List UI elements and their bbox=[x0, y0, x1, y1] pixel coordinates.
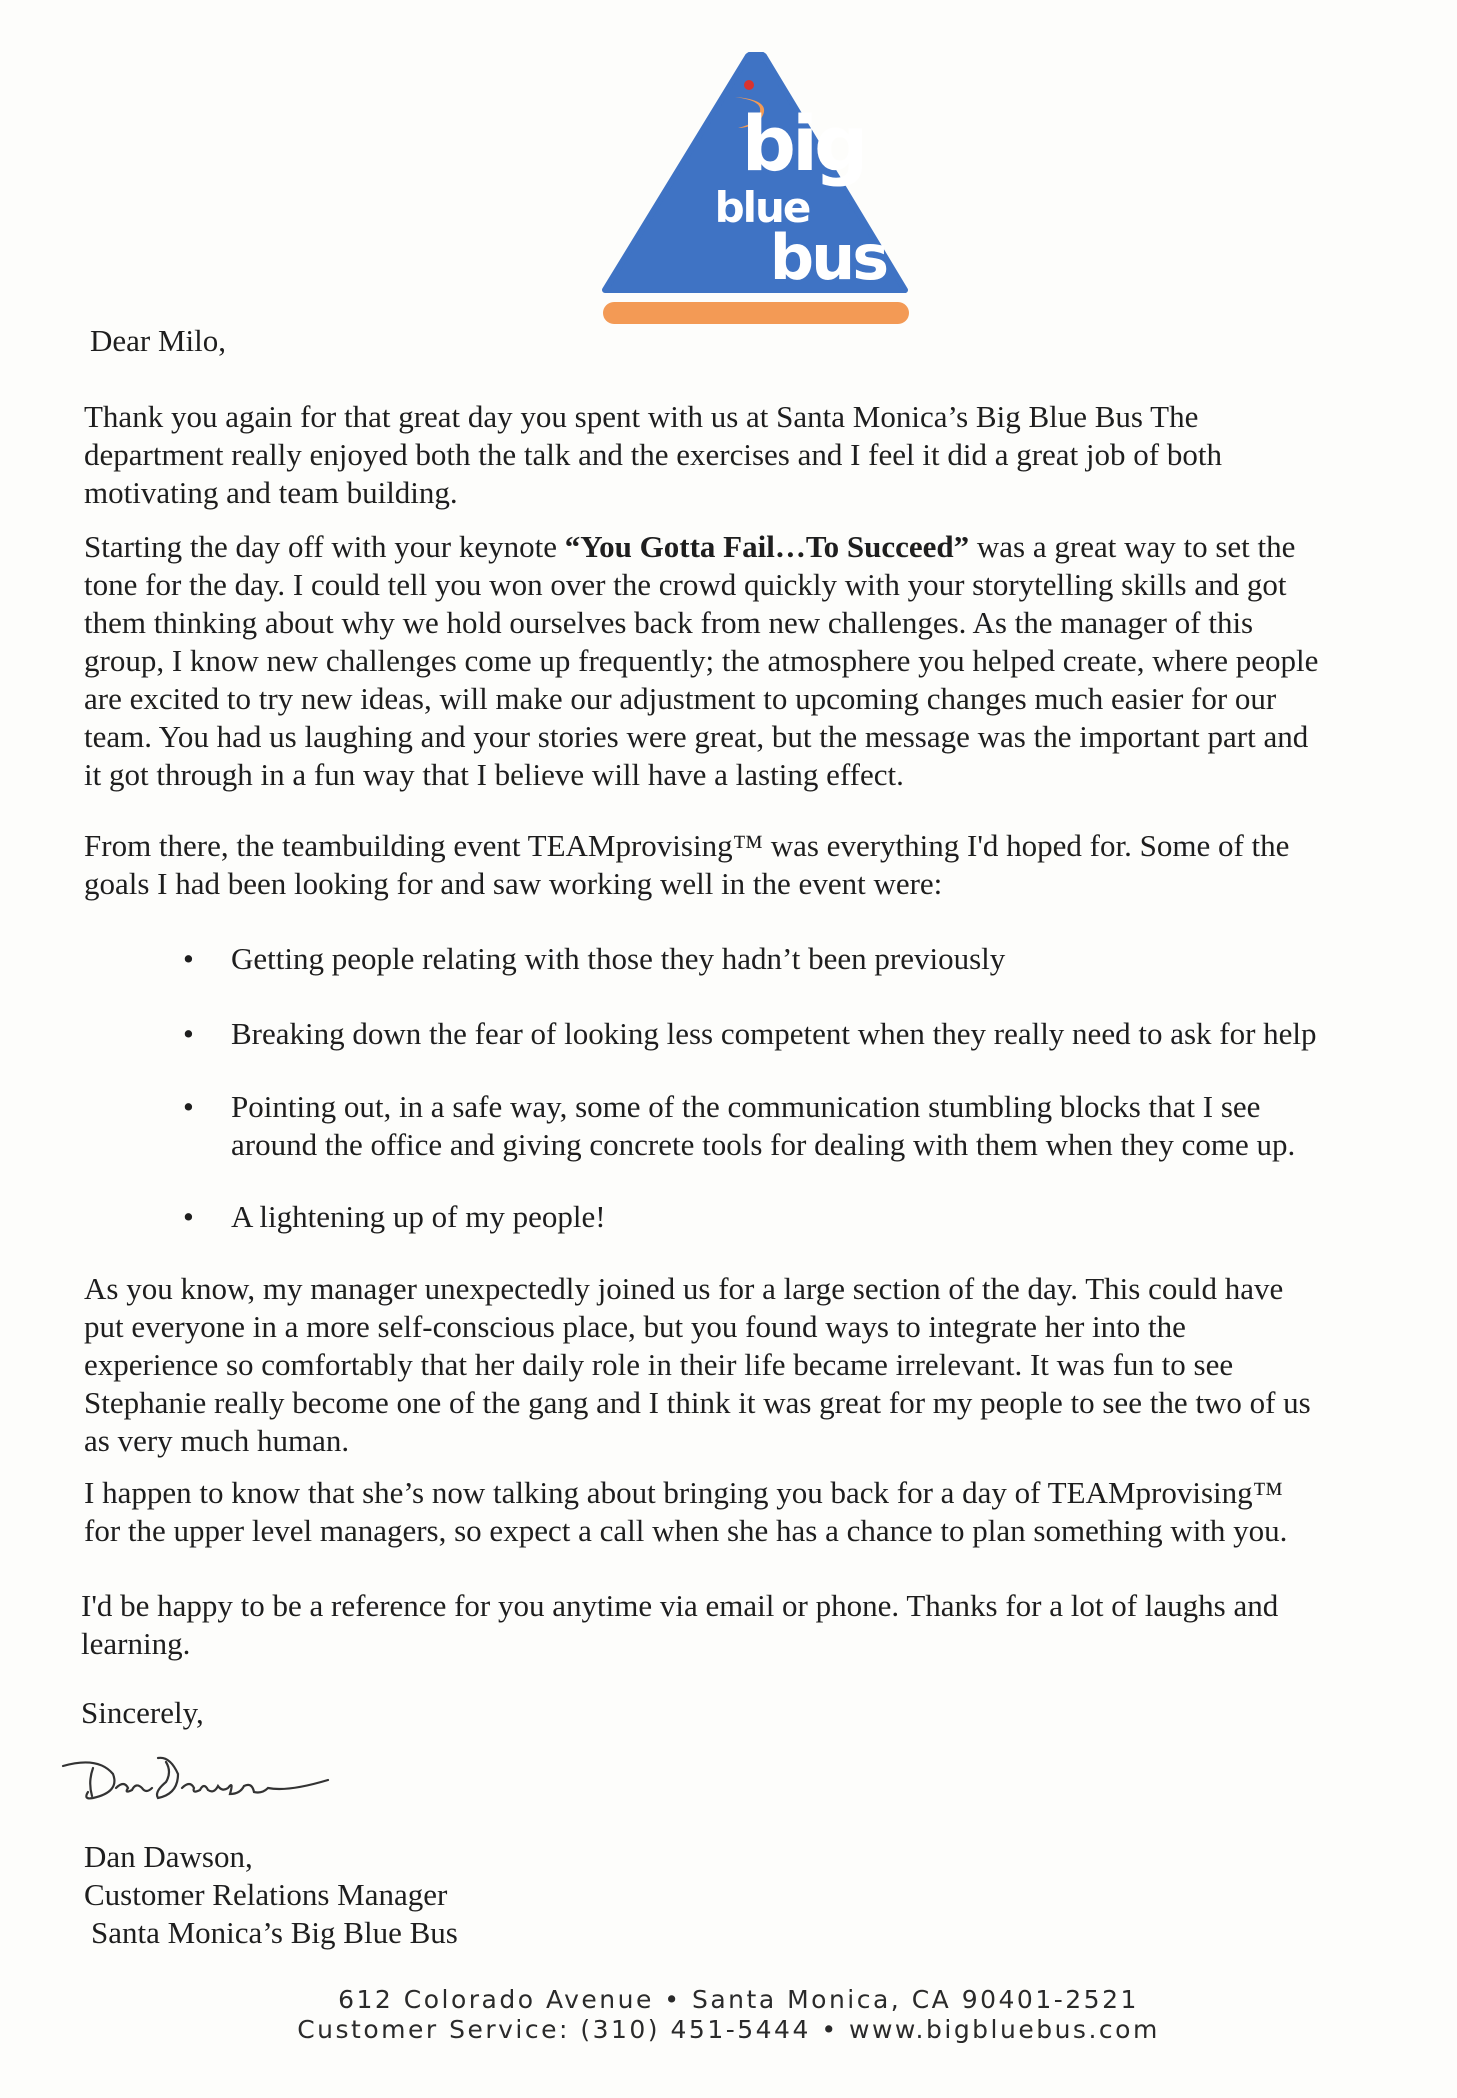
text-line: them thinking about why we hold ourselves back from new challenges. As the manager of this bbox=[84, 605, 1254, 640]
signer-block bbox=[84, 1838, 458, 1952]
text-line: team. You had us laughing and your stories were great, but the message was the important part and bbox=[84, 719, 1309, 754]
paragraph-3 bbox=[84, 827, 1289, 903]
text-line: are excited to try new ideas, will make our adjustment to upcoming changes much easier for our bbox=[84, 681, 1277, 716]
text-line: I'd be happy to be a reference for you anytime via email or phone. Thanks for a lot of laughs and bbox=[81, 1588, 1279, 1623]
paragraph-1 bbox=[84, 398, 1222, 512]
text-line: department really enjoyed both the talk and the exercises and I feel it did a great job of both bbox=[84, 437, 1222, 472]
text-line: Stephanie really become one of the gang and I think it was great for my people to see the two of us bbox=[84, 1385, 1311, 1420]
paragraph-4 bbox=[84, 1270, 1311, 1460]
bullet-text: around the office and giving concrete tools for dealing with them when they come up. bbox=[231, 1127, 1296, 1162]
text-line: learning. bbox=[81, 1626, 191, 1661]
paragraph-6 bbox=[81, 1587, 1278, 1663]
text-line: put everyone in a more self-conscious place, but you found ways to integrate her into the bbox=[84, 1309, 1186, 1344]
bullet-icon: • bbox=[183, 1199, 194, 1234]
bullet-text: Pointing out, in a safe way, some of the communication stumbling blocks that I see bbox=[231, 1089, 1261, 1124]
text-line bbox=[84, 528, 1318, 566]
closing: Sincerely, bbox=[81, 1695, 204, 1730]
paragraph-2 bbox=[84, 528, 1318, 794]
bullet-icon: • bbox=[183, 1016, 194, 1051]
bullet-text: A lightening up of my people! bbox=[231, 1199, 606, 1234]
svg-text:bus: bus bbox=[769, 221, 887, 294]
text-line: as very much human. bbox=[84, 1423, 350, 1458]
signer-organization: Santa Monica’s Big Blue Bus bbox=[91, 1915, 458, 1950]
handwritten-signature bbox=[58, 1752, 368, 1818]
text-line: From there, the teambuilding event TEAMprovising™ was everything I'd hoped for. Some of the bbox=[84, 828, 1290, 863]
big-blue-bus-logo bbox=[600, 52, 912, 328]
paragraph-5 bbox=[84, 1474, 1287, 1550]
bullet-text: Breaking down the fear of looking less competent when they really need to ask for help bbox=[231, 1016, 1317, 1051]
text-line: motivating and team building. bbox=[84, 475, 458, 510]
svg-text:big: big bbox=[741, 99, 865, 188]
text-line: it got through in a fun way that I believe will have a lasting effect. bbox=[84, 757, 904, 792]
signer-title: Customer Relations Manager bbox=[84, 1877, 448, 1912]
salutation: Dear Milo, bbox=[90, 323, 227, 358]
footer-address: 612 Colorado Avenue • Santa Monica, CA 90401-2521 bbox=[338, 1985, 1139, 2014]
text-line: experience so comfortably that her daily role in their life became irrelevant. It was fun to see bbox=[84, 1347, 1234, 1382]
svg-text:blue: blue bbox=[714, 183, 810, 232]
text: was a great way to set the bbox=[969, 529, 1296, 564]
keynote-title: “You Gotta Fail…To Succeed” bbox=[564, 529, 970, 564]
text-line: group, I know new challenges come up frequently; the atmosphere you helped create, where people bbox=[84, 643, 1319, 678]
bullet-icon: • bbox=[183, 1089, 194, 1124]
bullet-text: Getting people relating with those they hadn’t been previously bbox=[231, 941, 1006, 976]
text: Starting the day off with your keynote bbox=[84, 529, 565, 564]
text-line: Thank you again for that great day you spent with us at Santa Monica’s Big Blue Bus The bbox=[84, 399, 1199, 434]
text-line: As you know, my manager unexpectedly joined us for a large section of the day. This could have bbox=[84, 1271, 1284, 1306]
text-line: goals I had been looking for and saw working well in the event were: bbox=[84, 866, 943, 901]
footer-contact: Customer Service: (310) 451-5444 • www.bigbluebus.com bbox=[297, 2015, 1160, 2044]
text-line: I happen to know that she’s now talking about bringing you back for a day of TEAMprovising™ bbox=[84, 1475, 1283, 1510]
text-line: for the upper level managers, so expect a call when she has a chance to plan something with you. bbox=[84, 1513, 1288, 1548]
bullet-icon: • bbox=[183, 941, 194, 976]
text-line: tone for the day. I could tell you won over the crowd quickly with your storytelling skills and got bbox=[84, 567, 1287, 602]
signer-name: Dan Dawson, bbox=[84, 1839, 253, 1874]
